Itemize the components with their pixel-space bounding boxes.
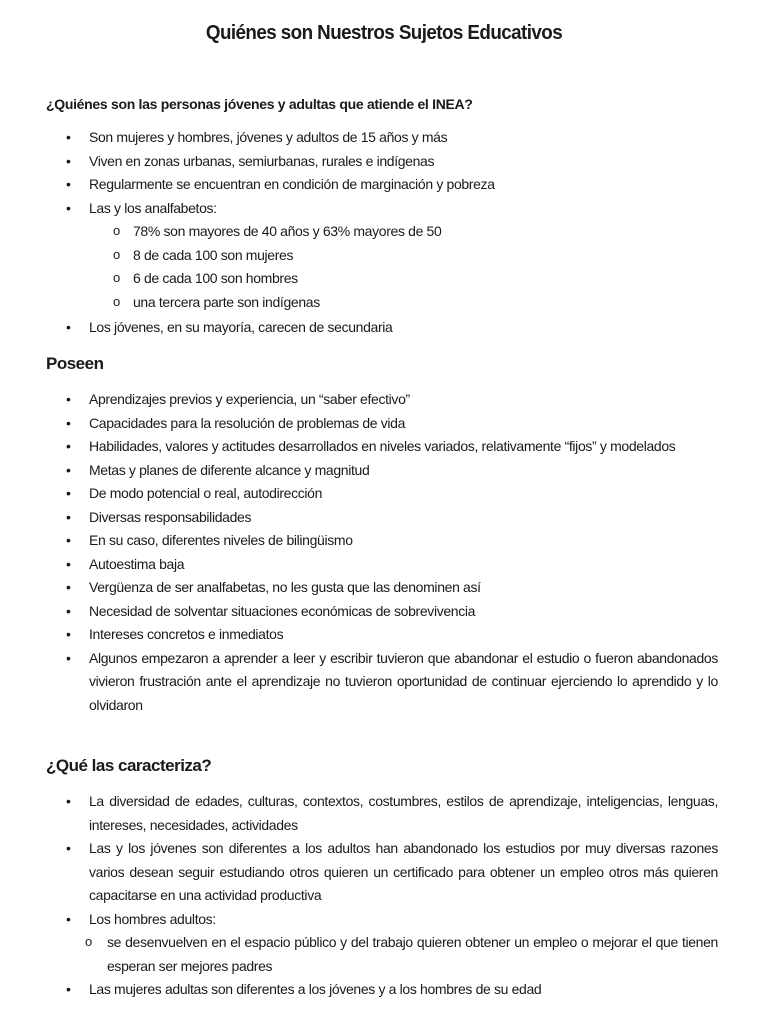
list-item: • Las y los jóvenes son diferentes a los adultos han abandonado los estudios por muy diversas razones varios desean seguir estudiando otros quieren un certificado para obtener un empleo otros más quieren capacitarse en una actividad productiva	[0, 837, 718, 908]
list-item: • Diversas responsabilidades	[0, 506, 718, 530]
sub-list-item: o una tercera parte son indígenas	[0, 291, 718, 315]
list-item: • Vergüenza de ser analfabetas, no les gusta que las denominen así	[0, 576, 718, 600]
list-item: • Capacidades para la resolución de problemas de vida	[0, 412, 718, 436]
list-item: • Son mujeres y hombres, jóvenes y adultos de 15 años y más	[0, 126, 718, 150]
section-heading-poseen: Poseen	[46, 354, 104, 373]
list-item: • Viven en zonas urbanas, semiurbanas, rurales e indígenas	[0, 150, 718, 174]
section-list-poseen	[0, 388, 768, 717]
list-item: • Metas y planes de diferente alcance y magnitud	[0, 459, 718, 483]
sub-list-item: o 78% son mayores de 40 años y 63% mayores de 50	[0, 220, 718, 244]
section-list-who	[0, 126, 768, 340]
list-item: • La diversidad de edades, culturas, contextos, costumbres, estilos de aprendizaje, inteligencias, lenguas, intereses, necesidades, actividades	[0, 790, 718, 837]
list-item: • Las y los analfabetos:	[0, 197, 718, 221]
list-item: • Las mujeres adultas son diferentes a los jóvenes y a los hombres de su edad	[0, 978, 718, 1002]
sub-list-item: o 6 de cada 100 son hombres	[0, 267, 718, 291]
list-item: • En su caso, diferentes niveles de bilingüismo	[0, 529, 718, 553]
list-item: • De modo potencial o real, autodirección	[0, 482, 718, 506]
list-item: • Intereses concretos e inmediatos	[0, 623, 718, 647]
list-item: • Aprendizajes previos y experiencia, un “saber efectivo”	[0, 388, 718, 412]
sub-list-item: o se desenvuelven en el espacio público y del trabajo quieren obtener un empleo o mejorar el que tienen esperan ser mejores padres	[0, 931, 718, 978]
list-item: • Regularmente se encuentran en condición de marginación y pobreza	[0, 173, 718, 197]
section-list-caracteriza	[0, 790, 768, 1002]
list-item: • Los hombres adultos:	[0, 908, 718, 932]
sub-list-item: o 8 de cada 100 son mujeres	[0, 244, 718, 268]
document-title: Quiénes son Nuestros Sujetos Educativos	[205, 22, 563, 44]
list-item: • Los jóvenes, en su mayoría, carecen de secundaria	[0, 316, 718, 340]
section-heading-caracteriza: ¿Qué las caracteriza?	[46, 756, 212, 775]
section-heading-who: ¿Quiénes son las personas jóvenes y adultas que atiende el INEA?	[46, 96, 473, 112]
list-item: • Necesidad de solventar situaciones económicas de sobrevivencia	[0, 600, 718, 624]
list-item: • Habilidades, valores y actitudes desarrollados en niveles variados, relativamente “fijos” y modelados	[0, 435, 718, 459]
list-item: • Algunos empezaron a aprender a leer y escribir tuvieron que abandonar el estudio o fueron abandonados vivieron frustración ante el aprendizaje no tuvieron oportunidad de continuar ejerciendo lo aprendido y lo olvidaron	[0, 647, 718, 718]
list-item: • Autoestima baja	[0, 553, 718, 577]
